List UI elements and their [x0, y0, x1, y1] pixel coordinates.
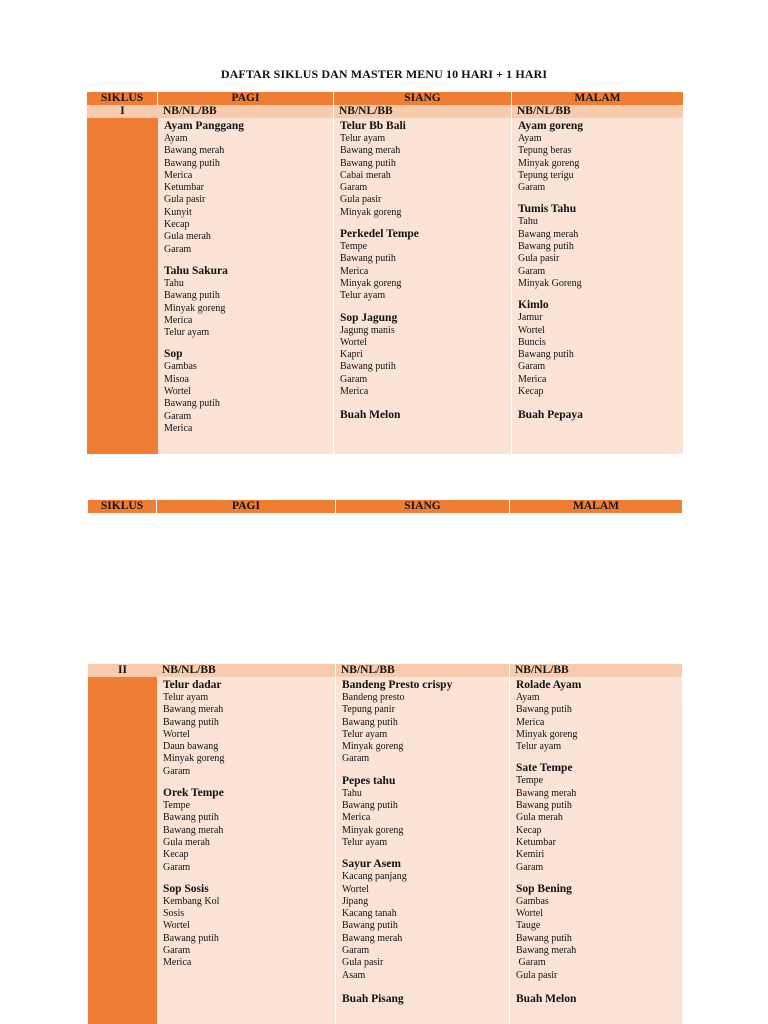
ingredient: Merica	[518, 373, 547, 385]
cycle-label: II	[88, 664, 157, 677]
ingredient: Minyak goreng	[163, 753, 225, 765]
ingredient: Gambas	[164, 361, 197, 373]
pagi-column	[158, 118, 334, 454]
diet-code: NB/NL/BB	[334, 105, 512, 118]
ingredient: Daun bawang	[163, 741, 219, 753]
ingredient: Bawang putih	[518, 241, 574, 253]
header-siklus: SIKLUS	[87, 92, 158, 105]
ingredient-list	[340, 241, 511, 302]
malam-column	[510, 677, 682, 1024]
ingredient-list	[342, 692, 509, 766]
diet-code: NB/NL/BB	[336, 664, 510, 677]
ingredient: Merica	[164, 422, 193, 434]
ingredient: Telur ayam	[164, 327, 210, 339]
ingredient: Telur ayam	[163, 692, 209, 703]
ingredient: Minyak goreng	[164, 302, 226, 314]
ingredient: Gula pasir	[518, 253, 560, 265]
ingredient: Kunyit	[164, 206, 192, 218]
dish-name: Sop Sosis	[163, 882, 209, 895]
ingredient: Garam	[164, 243, 192, 255]
ingredient: Gula merah	[163, 836, 210, 848]
siang-column	[334, 118, 512, 454]
ingredient: Ketumbar	[164, 182, 204, 194]
ingredient: Kecap	[163, 849, 189, 861]
ingredient: Bawang merah	[516, 787, 577, 799]
ingredient: Garam	[342, 753, 370, 765]
ingredient-list	[516, 775, 682, 873]
ingredient: Garam	[516, 957, 546, 969]
ingredient: Bawang putih	[163, 812, 219, 824]
dish-name: Telur Bb Bali	[340, 120, 406, 132]
ingredient: Garam	[518, 265, 546, 277]
ingredient: Garam	[340, 182, 368, 194]
ingredient: Tahu	[518, 216, 538, 228]
ingredient: Minyak goreng	[340, 277, 402, 289]
header-pagi: PAGI	[157, 500, 336, 513]
ingredient: Wortel	[516, 908, 543, 920]
ingredient: Minyak goreng	[516, 728, 578, 740]
ingredient: Bawang merah	[516, 945, 577, 957]
cycle-label: I	[87, 105, 158, 118]
ingredient: Kemiri	[516, 849, 545, 861]
ingredient: Bawang merah	[340, 145, 401, 157]
ingredient: Wortel	[518, 324, 545, 336]
ingredient: Tempe	[516, 775, 544, 787]
ingredient: Garam	[163, 945, 191, 957]
ingredient-list	[516, 896, 682, 982]
diet-subheader-row	[158, 105, 683, 118]
ingredient: Gambas	[516, 895, 549, 907]
ingredient: Bawang putih	[342, 716, 398, 728]
table-header-row	[87, 92, 683, 105]
dish-name: Sop Jagung	[340, 311, 398, 324]
ingredient: Gula pasir	[340, 194, 382, 206]
ingredient: Bawang merah	[164, 145, 225, 157]
dish-name: Telur dadar	[163, 679, 222, 691]
ingredient: Tahu	[164, 277, 184, 289]
ingredient-list	[164, 361, 333, 435]
ingredient-list	[164, 133, 333, 256]
ingredient: Gula pasir	[516, 969, 558, 981]
ingredient: Gula pasir	[342, 957, 384, 969]
ingredient: Minyak goreng	[340, 206, 402, 218]
ingredient: Wortel	[340, 336, 367, 348]
ingredient: Tepung terigu	[518, 169, 574, 181]
diet-code: NB/NL/BB	[510, 664, 682, 677]
dish-name: Ayam goreng	[518, 120, 584, 132]
dish-name: Bandeng Presto crispy	[342, 679, 453, 691]
table-header-row	[88, 500, 682, 513]
ingredient: Bawang merah	[518, 228, 579, 240]
ingredient: Tauge	[516, 920, 541, 932]
ingredient: Garam	[164, 410, 192, 422]
header-siklus: SIKLUS	[88, 500, 157, 513]
ingredient: Garam	[518, 361, 546, 373]
menu-table-cycle-1	[87, 92, 683, 454]
ingredient: Bawang putih	[163, 716, 219, 728]
ingredient: Minyak goreng	[342, 741, 404, 753]
fruit-name: Buah Pepaya	[518, 409, 583, 422]
ingredient: Telur ayam	[516, 741, 562, 753]
ingredient: Merica	[340, 386, 369, 398]
dish-name: Sate Tempe	[516, 762, 573, 775]
ingredient-list	[340, 133, 511, 219]
ingredient-list	[340, 325, 511, 399]
diet-code: NB/NL/BB	[512, 105, 683, 118]
cycle-row	[88, 664, 682, 1024]
ingredient: Jagung manis	[340, 324, 395, 336]
ingredient: Telur ayam	[340, 290, 386, 302]
ingredient: Bawang putih	[516, 800, 572, 812]
ingredient: Asam	[342, 969, 366, 981]
ingredient-list	[516, 692, 682, 753]
ingredient: Merica	[516, 716, 545, 728]
dish-name: Sayur Asem	[342, 858, 401, 871]
dish-name: Orek Tempe	[163, 787, 224, 800]
header-siang: SIANG	[334, 92, 512, 105]
dish-name: Kimlo	[518, 299, 549, 312]
page-title: DAFTAR SIKLUS DAN MASTER MENU 10 HARI + 1 HARI	[220, 67, 548, 81]
ingredient: Kecap	[518, 386, 544, 398]
ingredient: Tempe	[340, 241, 368, 253]
ingredient: Gula merah	[164, 231, 211, 243]
dish-name: Rolade Ayam	[516, 679, 582, 691]
ingredient-list	[164, 278, 333, 339]
dish-name: Pepes tahu	[342, 774, 396, 787]
ingredient: Bawang putih	[340, 361, 396, 373]
ingredient: Ketumbar	[516, 836, 556, 848]
ingredient-list	[163, 896, 335, 970]
ingredient: Ayam	[518, 133, 542, 144]
ingredient: Tepung panir	[342, 704, 395, 716]
diet-code: NB/NL/BB	[158, 105, 334, 118]
ingredient: Bawang putih	[164, 398, 220, 410]
ingredient: Bawang putih	[164, 290, 220, 302]
meals-row	[158, 118, 683, 454]
siang-column	[336, 677, 510, 1024]
dish-name: Ayam Panggang	[164, 120, 244, 132]
dish-name: Perkedel Tempe	[340, 228, 419, 241]
dish-name: Sop	[164, 348, 183, 361]
ingredient: Ayam	[516, 692, 540, 703]
ingredient: Wortel	[342, 883, 369, 895]
ingredient: Merica	[164, 169, 193, 181]
ingredient: Bawang putih	[516, 704, 572, 716]
header-siang: SIANG	[336, 500, 510, 513]
ingredient: Merica	[342, 812, 371, 824]
ingredient: Merica	[163, 957, 192, 969]
pagi-column	[157, 677, 336, 1024]
ingredient: Tepung beras	[518, 145, 572, 157]
ingredient-list	[518, 216, 683, 290]
malam-column	[512, 118, 683, 454]
ingredient: Garam	[340, 373, 368, 385]
ingredient: Minyak Goreng	[518, 277, 582, 289]
ingredient: Bawang putih	[163, 932, 219, 944]
ingredient: Merica	[164, 314, 193, 326]
ingredient: Merica	[340, 265, 369, 277]
ingredient: Bawang putih	[164, 157, 220, 169]
ingredient: Tahu	[342, 787, 362, 799]
ingredient: Jamur	[518, 312, 543, 324]
cycle-row	[87, 105, 683, 454]
ingredient: Kecap	[164, 219, 190, 231]
ingredient: Tempe	[163, 800, 191, 812]
ingredient-list	[518, 133, 683, 194]
header-malam: MALAM	[574, 92, 621, 104]
ingredient: Bawang merah	[342, 932, 403, 944]
fruit-name: Buah Melon	[340, 409, 401, 422]
ingredient: Bawang putih	[342, 920, 398, 932]
ingredient: Bawang putih	[518, 349, 574, 361]
ingredient: Garam	[163, 861, 191, 873]
ingredient: Garam	[342, 945, 370, 957]
diet-subheader-row	[157, 664, 682, 677]
ingredient: Bawang merah	[163, 704, 224, 716]
header-pagi: PAGI	[158, 92, 334, 105]
ingredient: Garam	[163, 765, 191, 777]
fruit-name: Buah Pisang	[342, 992, 404, 1005]
ingredient-list	[163, 800, 335, 874]
fruit-name: Buah Melon	[516, 992, 577, 1005]
ingredient: Telur ayam	[340, 133, 386, 144]
header-malam: MALAM	[573, 500, 619, 512]
menu-table-cycle-2	[88, 664, 682, 1024]
ingredient-list	[342, 788, 509, 849]
ingredient: Telur ayam	[342, 836, 388, 848]
ingredient: Gula pasir	[164, 194, 206, 206]
ingredient: Minyak goreng	[518, 157, 580, 169]
ingredient: Jipang	[342, 895, 369, 907]
ingredient: Telur ayam	[342, 728, 388, 740]
ingredient-list	[163, 692, 335, 778]
ingredient: Bawang putih	[342, 800, 398, 812]
ingredient: Bawang putih	[340, 253, 396, 265]
ingredient: Wortel	[164, 386, 191, 398]
ingredient: Bawang putih	[516, 932, 572, 944]
cycle-cell	[88, 664, 157, 1024]
dish-name: Sop Bening	[516, 882, 572, 895]
ingredient: Gula merah	[516, 812, 563, 824]
cycle-cell	[87, 105, 158, 454]
ingredient: Kapri	[340, 349, 363, 361]
ingredient: Cabai merah	[340, 169, 391, 181]
ingredient: Bawang merah	[163, 824, 224, 836]
ingredient: Misoa	[164, 373, 189, 385]
ingredient: Kacang tanah	[342, 908, 397, 920]
ingredient: Wortel	[163, 728, 190, 740]
ingredient: Kembang Kol	[163, 895, 220, 907]
ingredient: Bandeng presto	[342, 692, 405, 703]
ingredient: Bawang putih	[340, 157, 396, 169]
meals-row	[157, 677, 682, 1024]
ingredient: Sosis	[163, 908, 185, 920]
menu-table-cycle-2-header	[88, 500, 682, 513]
ingredient: Garam	[518, 182, 546, 194]
ingredient: Kecap	[516, 824, 542, 836]
dish-name: Tahu Sakura	[164, 264, 228, 277]
ingredient: Ayam	[164, 133, 188, 144]
ingredient: Kacang panjang	[342, 871, 407, 883]
ingredient: Buncis	[518, 336, 546, 348]
ingredient: Minyak goreng	[342, 824, 404, 836]
diet-code: NB/NL/BB	[157, 664, 336, 677]
ingredient: Wortel	[163, 920, 190, 932]
ingredient: Garam	[516, 861, 544, 873]
ingredient-list	[342, 871, 509, 982]
dish-name: Tumis Tahu	[518, 203, 577, 216]
ingredient-list	[518, 312, 683, 398]
